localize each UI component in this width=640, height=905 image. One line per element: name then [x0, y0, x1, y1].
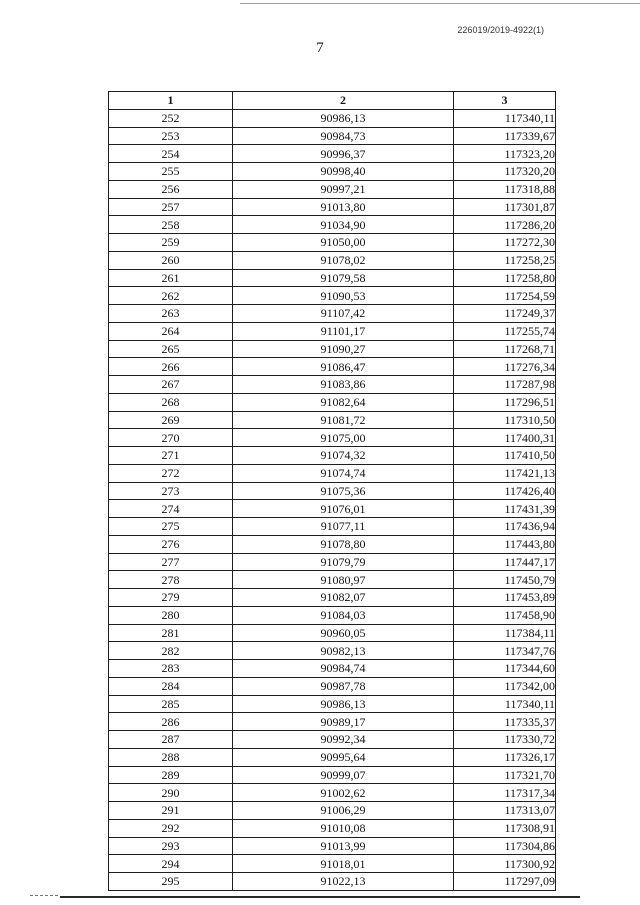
table-row: [109, 464, 556, 482]
y-coordinate: 117258,25: [454, 251, 556, 269]
point-number: 291: [109, 802, 233, 820]
table-row: [109, 287, 556, 305]
x-coordinate: 90998,40: [233, 163, 454, 181]
table-row: [109, 713, 556, 731]
table-row: [109, 269, 556, 287]
y-coordinate: 117249,37: [454, 305, 556, 323]
y-coordinate: 117340,11: [454, 695, 556, 713]
point-number: 258: [109, 216, 233, 234]
y-coordinate: 117320,20: [454, 163, 556, 181]
table-row: [109, 802, 556, 820]
page-number: 7: [316, 40, 324, 56]
column-header-3: 3: [454, 92, 556, 110]
table-row: [109, 606, 556, 624]
point-number: 287: [109, 731, 233, 749]
x-coordinate: 90997,21: [233, 180, 454, 198]
table-row: [109, 500, 556, 518]
x-coordinate: 90984,74: [233, 660, 454, 678]
point-number: 280: [109, 606, 233, 624]
y-coordinate: 117347,76: [454, 642, 556, 660]
point-number: 289: [109, 766, 233, 784]
table-row: [109, 109, 556, 127]
table-row: [109, 748, 556, 766]
y-coordinate: 117335,37: [454, 713, 556, 731]
x-coordinate: 90984,73: [233, 127, 454, 145]
y-coordinate: 117340,11: [454, 109, 556, 127]
x-coordinate: 91090,53: [233, 287, 454, 305]
y-coordinate: 117326,17: [454, 748, 556, 766]
x-coordinate: 90995,64: [233, 748, 454, 766]
x-coordinate: 91018,01: [233, 855, 454, 873]
x-coordinate: 91101,17: [233, 322, 454, 340]
point-number: 294: [109, 855, 233, 873]
top-edge-line: [240, 3, 640, 4]
table-row: [109, 340, 556, 358]
x-coordinate: 91074,74: [233, 464, 454, 482]
table-row: [109, 305, 556, 323]
table-row: [109, 429, 556, 447]
x-coordinate: 90992,34: [233, 731, 454, 749]
x-coordinate: 91075,36: [233, 482, 454, 500]
x-coordinate: 91010,08: [233, 819, 454, 837]
y-coordinate: 117254,59: [454, 287, 556, 305]
point-number: 288: [109, 748, 233, 766]
table-row: [109, 322, 556, 340]
table-row: [109, 642, 556, 660]
point-number: 265: [109, 340, 233, 358]
table-row: [109, 234, 556, 252]
x-coordinate: 91002,62: [233, 784, 454, 802]
table-row: [109, 695, 556, 713]
table-row: [109, 571, 556, 589]
y-coordinate: 117323,20: [454, 145, 556, 163]
y-coordinate: 117458,90: [454, 606, 556, 624]
point-number: 267: [109, 376, 233, 394]
table-row: [109, 873, 556, 891]
point-number: 266: [109, 358, 233, 376]
point-number: 283: [109, 660, 233, 678]
y-coordinate: 117431,39: [454, 500, 556, 518]
point-number: 295: [109, 873, 233, 891]
y-coordinate: 117258,80: [454, 269, 556, 287]
y-coordinate: 117339,67: [454, 127, 556, 145]
x-coordinate: 91034,90: [233, 216, 454, 234]
y-coordinate: 117426,40: [454, 482, 556, 500]
table-row: [109, 358, 556, 376]
y-coordinate: 117313,07: [454, 802, 556, 820]
x-coordinate: 91077,11: [233, 518, 454, 536]
y-coordinate: 117308,91: [454, 819, 556, 837]
table-row: [109, 784, 556, 802]
y-coordinate: 117330,72: [454, 731, 556, 749]
x-coordinate: 90996,37: [233, 145, 454, 163]
point-number: 271: [109, 447, 233, 465]
point-number: 253: [109, 127, 233, 145]
y-coordinate: 117304,86: [454, 837, 556, 855]
y-coordinate: 117317,34: [454, 784, 556, 802]
point-number: 263: [109, 305, 233, 323]
table-row: [109, 180, 556, 198]
point-number: 261: [109, 269, 233, 287]
y-coordinate: 117447,17: [454, 553, 556, 571]
x-coordinate: 91079,58: [233, 269, 454, 287]
y-coordinate: 117450,79: [454, 571, 556, 589]
point-number: 272: [109, 464, 233, 482]
table-row: [109, 819, 556, 837]
point-number: 276: [109, 535, 233, 553]
x-coordinate: 90986,13: [233, 695, 454, 713]
point-number: 293: [109, 837, 233, 855]
x-coordinate: 90960,05: [233, 624, 454, 642]
x-coordinate: 90999,07: [233, 766, 454, 784]
x-coordinate: 91076,01: [233, 500, 454, 518]
point-number: 268: [109, 393, 233, 411]
table-row: [109, 660, 556, 678]
table-row: [109, 376, 556, 394]
coordinates-table: [108, 91, 556, 891]
point-number: 275: [109, 518, 233, 536]
point-number: 262: [109, 287, 233, 305]
y-coordinate: 117272,30: [454, 234, 556, 252]
y-coordinate: 117255,74: [454, 322, 556, 340]
point-number: 278: [109, 571, 233, 589]
y-coordinate: 117268,71: [454, 340, 556, 358]
point-number: 270: [109, 429, 233, 447]
x-coordinate: 91075,00: [233, 429, 454, 447]
x-coordinate: 91080,97: [233, 571, 454, 589]
x-coordinate: 91078,80: [233, 535, 454, 553]
y-coordinate: 117421,13: [454, 464, 556, 482]
x-coordinate: 91084,03: [233, 606, 454, 624]
table-row: [109, 163, 556, 181]
y-coordinate: 117321,70: [454, 766, 556, 784]
y-coordinate: 117310,50: [454, 411, 556, 429]
table-row: [109, 482, 556, 500]
x-coordinate: 91013,99: [233, 837, 454, 855]
table-header-row: [109, 92, 556, 110]
table-row: [109, 553, 556, 571]
x-coordinate: 90987,78: [233, 677, 454, 695]
table-row: [109, 216, 556, 234]
table-row: [109, 535, 556, 553]
x-coordinate: 90986,13: [233, 109, 454, 127]
table-row: [109, 127, 556, 145]
y-coordinate: 117301,87: [454, 198, 556, 216]
point-number: 256: [109, 180, 233, 198]
point-number: 259: [109, 234, 233, 252]
y-coordinate: 117453,89: [454, 589, 556, 607]
x-coordinate: 91078,02: [233, 251, 454, 269]
bottom-edge-line: [60, 896, 580, 898]
table-row: [109, 677, 556, 695]
table-row: [109, 624, 556, 642]
point-number: 254: [109, 145, 233, 163]
x-coordinate: 91074,32: [233, 447, 454, 465]
point-number: 279: [109, 589, 233, 607]
x-coordinate: 91107,42: [233, 305, 454, 323]
y-coordinate: 117436,94: [454, 518, 556, 536]
table-row: [109, 731, 556, 749]
y-coordinate: 117300,92: [454, 855, 556, 873]
point-number: 255: [109, 163, 233, 181]
x-coordinate: 91079,79: [233, 553, 454, 571]
y-coordinate: 117410,50: [454, 447, 556, 465]
point-number: 277: [109, 553, 233, 571]
x-coordinate: 90982,13: [233, 642, 454, 660]
point-number: 264: [109, 322, 233, 340]
bottom-scan-mark: [30, 895, 58, 896]
y-coordinate: 117276,34: [454, 358, 556, 376]
table-row: [109, 518, 556, 536]
y-coordinate: 117400,31: [454, 429, 556, 447]
table-row: [109, 411, 556, 429]
point-number: 269: [109, 411, 233, 429]
table-row: [109, 837, 556, 855]
document-reference: 226019/2019-4922(1): [457, 25, 544, 35]
y-coordinate: 117286,20: [454, 216, 556, 234]
point-number: 252: [109, 109, 233, 127]
point-number: 274: [109, 500, 233, 518]
table-row: [109, 447, 556, 465]
point-number: 257: [109, 198, 233, 216]
x-coordinate: 90989,17: [233, 713, 454, 731]
y-coordinate: 117297,09: [454, 873, 556, 891]
x-coordinate: 91013,80: [233, 198, 454, 216]
y-coordinate: 117342,00: [454, 677, 556, 695]
table-row: [109, 855, 556, 873]
y-coordinate: 117344,60: [454, 660, 556, 678]
y-coordinate: 117443,80: [454, 535, 556, 553]
x-coordinate: 91082,64: [233, 393, 454, 411]
y-coordinate: 117318,88: [454, 180, 556, 198]
point-number: 290: [109, 784, 233, 802]
x-coordinate: 91082,07: [233, 589, 454, 607]
x-coordinate: 91050,00: [233, 234, 454, 252]
table-row: [109, 393, 556, 411]
point-number: 292: [109, 819, 233, 837]
column-header-1: 1: [109, 92, 233, 110]
table-row: [109, 766, 556, 784]
x-coordinate: 91006,29: [233, 802, 454, 820]
table-body: [109, 109, 556, 890]
x-coordinate: 91083,86: [233, 376, 454, 394]
y-coordinate: 117287,98: [454, 376, 556, 394]
x-coordinate: 91081,72: [233, 411, 454, 429]
point-number: 273: [109, 482, 233, 500]
column-header-2: 2: [233, 92, 454, 110]
y-coordinate: 117384,11: [454, 624, 556, 642]
point-number: 285: [109, 695, 233, 713]
x-coordinate: 91090,27: [233, 340, 454, 358]
point-number: 286: [109, 713, 233, 731]
y-coordinate: 117296,51: [454, 393, 556, 411]
table-row: [109, 251, 556, 269]
x-coordinate: 91022,13: [233, 873, 454, 891]
table-row: [109, 589, 556, 607]
point-number: 260: [109, 251, 233, 269]
point-number: 284: [109, 677, 233, 695]
table-row: [109, 145, 556, 163]
table-row: [109, 198, 556, 216]
x-coordinate: 91086,47: [233, 358, 454, 376]
point-number: 281: [109, 624, 233, 642]
point-number: 282: [109, 642, 233, 660]
